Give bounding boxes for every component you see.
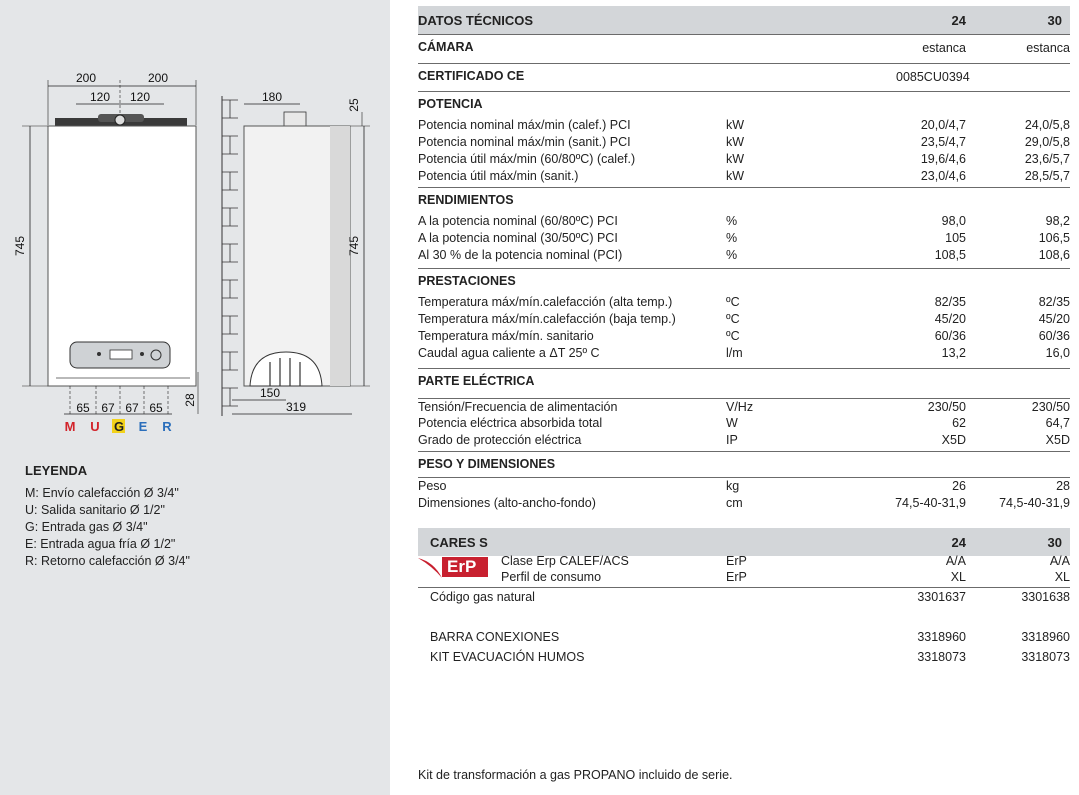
conn-letter-u: U — [90, 419, 100, 434]
dim-200-left: 200 — [75, 71, 97, 85]
row-v30: 82/35 — [1038, 295, 1070, 309]
row-label: Potencia eléctrica absorbida total — [418, 416, 603, 430]
row-unit: ºC — [726, 312, 740, 326]
peso-title: PESO Y DIMENSIONES — [418, 457, 556, 471]
row-unit: ErP — [726, 570, 747, 584]
table-row — [418, 311, 1070, 328]
row-label: Tensión/Frecuencia de alimentación — [418, 400, 618, 414]
row-v24: 3318073 — [917, 650, 966, 664]
dim-200-right: 200 — [147, 71, 169, 85]
legend-item: R: Retorno calefacción Ø 3/4" — [25, 554, 190, 568]
tech-header-title: DATOS TÉCNICOS — [418, 13, 534, 28]
section-potencia — [418, 91, 1070, 118]
row-label: Perfil de consumo — [501, 570, 602, 584]
row-v24: XL — [950, 570, 966, 584]
row-v30: 28,5/5,7 — [1024, 169, 1070, 183]
row-v30: 106,5 — [1038, 231, 1070, 245]
table-row — [418, 117, 1070, 134]
row-label: BARRA CONEXIONES — [430, 630, 560, 644]
dim-67-right: 67 — [125, 401, 139, 415]
table-row — [418, 415, 1070, 432]
row-unit: kW — [726, 152, 745, 166]
row-unit: kW — [726, 169, 745, 183]
electrica-title: PARTE ELÉCTRICA — [418, 374, 535, 388]
table-row — [418, 213, 1070, 230]
row-v24: 62 — [952, 416, 966, 430]
technical-data-panel — [390, 0, 1079, 795]
row-v30: 23,6/5,7 — [1024, 152, 1070, 166]
row-label: A la potencia nominal (60/80ºC) PCI — [418, 214, 618, 228]
row-v24: 105 — [945, 231, 966, 245]
row-v24: 3301637 — [917, 590, 966, 604]
row-label: Potencia nominal máx/min (calef.) PCI — [418, 118, 631, 132]
row-v24: 19,6/4,6 — [920, 152, 966, 166]
row-v24: 108,5 — [934, 248, 966, 262]
row-v30: 74,5-40-31,9 — [999, 496, 1070, 510]
potencia-title: POTENCIA — [418, 97, 483, 111]
row-v30: 45/20 — [1038, 312, 1070, 326]
tech-header — [418, 6, 1070, 34]
section-peso-dimensiones — [418, 451, 1070, 478]
row-label: Temperatura máx/mín. sanitario — [418, 329, 594, 343]
row-v24: 26 — [952, 479, 966, 493]
row-v30: 28 — [1056, 479, 1070, 493]
camara-v30: estanca — [1026, 41, 1070, 55]
table-row — [418, 569, 1070, 586]
row-v30: 64,7 — [1045, 416, 1070, 430]
table-row — [418, 587, 1070, 606]
row-label: Peso — [418, 479, 447, 493]
footer-note: Kit de transformación a gas PROPANO incluido de serie. — [418, 768, 733, 782]
dim-120-right: 120 — [129, 90, 151, 104]
row-label: Clase Erp CALEF/ACS — [501, 554, 629, 568]
legend-item: U: Salida sanitario Ø 1/2" — [25, 503, 165, 517]
dim-745-side: 745 — [347, 235, 361, 257]
table-row — [418, 294, 1070, 311]
row-label: Grado de protección eléctrica — [418, 433, 582, 447]
dim-180: 180 — [261, 90, 283, 104]
ce-title: CERTIFICADO CE — [418, 69, 525, 83]
row-v24: 23,0/4,6 — [920, 169, 966, 183]
section-certificado-ce — [418, 63, 1070, 92]
row-label: Temperatura máx/mín.calefacción (alta temp.) — [418, 295, 673, 309]
side-view — [222, 90, 370, 416]
table-row — [418, 649, 1070, 666]
dim-65-right: 65 — [149, 401, 163, 415]
conn-letter-m: M — [64, 419, 76, 434]
row-v30: 16,0 — [1045, 346, 1070, 360]
dim-67-left: 67 — [101, 401, 115, 415]
row-label: Potencia útil máx/min (sanit.) — [418, 169, 579, 183]
table-row — [418, 398, 1070, 416]
tech-header-col24: 24 — [951, 13, 966, 28]
cares-header — [418, 528, 1070, 556]
row-v24: X5D — [941, 433, 966, 447]
row-label: Potencia útil máx/min (60/80ºC) (calef.) — [418, 152, 636, 166]
row-unit: IP — [726, 433, 738, 447]
cares-header-title: CARES S — [430, 535, 488, 550]
table-row — [418, 151, 1070, 168]
row-unit: l/m — [726, 346, 743, 360]
row-unit: V/Hz — [726, 400, 754, 414]
cares-header-col24: 24 — [951, 535, 966, 550]
table-row — [418, 477, 1070, 495]
conn-letter-r: R — [162, 419, 172, 434]
tech-header-col30: 30 — [1047, 13, 1062, 28]
prestaciones-title: PRESTACIONES — [418, 274, 516, 288]
row-v30: 3318960 — [1021, 630, 1070, 644]
row-v30: 98,2 — [1045, 214, 1070, 228]
table-row — [418, 345, 1070, 362]
left-panel — [0, 0, 390, 795]
front-view — [13, 71, 198, 434]
dim-150: 150 — [259, 386, 281, 400]
row-label: Potencia nominal máx/min (sanit.) PCI — [418, 135, 631, 149]
row-unit: kW — [726, 118, 745, 132]
row-v30: 29,0/5,8 — [1024, 135, 1070, 149]
row-label: Caudal agua caliente a ΔT 25º C — [418, 346, 600, 360]
cares-header-col30: 30 — [1047, 535, 1062, 550]
conn-letter-g: G — [113, 419, 125, 434]
row-unit: W — [726, 416, 738, 430]
row-v24: 230/50 — [927, 400, 966, 414]
dim-28: 28 — [183, 393, 197, 407]
row-v30: 3318073 — [1021, 650, 1070, 664]
table-row — [418, 134, 1070, 151]
boiler-dimension-diagram — [0, 0, 390, 450]
row-v24: 60/36 — [934, 329, 966, 343]
legend-item: M: Envío calefacción Ø 3/4" — [25, 486, 179, 500]
section-parte-electrica — [418, 368, 1070, 399]
dim-745-front: 745 — [13, 235, 27, 257]
row-unit: cm — [726, 496, 743, 510]
conn-letter-e: E — [138, 419, 148, 434]
row-label: A la potencia nominal (30/50ºC) PCI — [418, 231, 618, 245]
dim-120-left: 120 — [89, 90, 111, 104]
row-v24: A/A — [945, 554, 966, 568]
table-row — [418, 553, 1070, 570]
dim-65-left: 65 — [76, 401, 90, 415]
rendimientos-title: RENDIMIENTOS — [418, 193, 514, 207]
row-v24: 45/20 — [934, 312, 966, 326]
row-v30: 24,0/5,8 — [1024, 118, 1070, 132]
row-unit: ºC — [726, 295, 740, 309]
row-unit: % — [726, 231, 738, 245]
row-label: Temperatura máx/mín.calefacción (baja temp.) — [418, 312, 676, 326]
row-unit: % — [726, 214, 738, 228]
legend-item: E: Entrada agua fría Ø 1/2" — [25, 537, 176, 551]
dim-25: 25 — [347, 98, 361, 112]
row-v30: XL — [1054, 570, 1070, 584]
row-v30: 3301638 — [1021, 590, 1070, 604]
row-unit: kg — [726, 479, 740, 493]
row-v24: 13,2 — [941, 346, 966, 360]
row-v24: 82/35 — [934, 295, 966, 309]
table-row — [418, 168, 1070, 185]
table-row — [418, 247, 1070, 264]
row-unit: % — [726, 248, 738, 262]
row-v24: 74,5-40-31,9 — [895, 496, 966, 510]
row-label: Al 30 % de la potencia nominal (PCI) — [418, 248, 623, 262]
camara-v24: estanca — [922, 41, 966, 55]
row-v24: 3318960 — [917, 630, 966, 644]
row-unit: ErP — [726, 554, 747, 568]
row-v30: 60/36 — [1038, 329, 1070, 343]
row-unit: ºC — [726, 329, 740, 343]
row-v24: 98,0 — [941, 214, 966, 228]
section-camara — [418, 34, 1070, 63]
legend-item: G: Entrada gas Ø 3/4" — [25, 520, 148, 534]
row-v30: 230/50 — [1031, 400, 1070, 414]
table-row — [418, 432, 1070, 449]
row-label: KIT EVACUACIÓN HUMOS — [430, 650, 585, 664]
table-row — [418, 495, 1070, 512]
dim-319: 319 — [285, 400, 307, 414]
row-v30: A/A — [1049, 554, 1070, 568]
row-v24: 20,0/4,7 — [920, 118, 966, 132]
row-v30: 108,6 — [1038, 248, 1070, 262]
row-v24: 23,5/4,7 — [920, 135, 966, 149]
table-row — [418, 629, 1070, 646]
section-rendimientos — [418, 187, 1070, 214]
row-v30: X5D — [1045, 433, 1070, 447]
camara-title: CÁMARA — [418, 40, 474, 54]
table-row — [418, 328, 1070, 345]
legend-title: LEYENDA — [25, 463, 88, 478]
row-unit: kW — [726, 135, 745, 149]
ce-value: 0085CU0394 — [896, 70, 970, 84]
row-label: Dimensiones (alto-ancho-fondo) — [418, 496, 596, 510]
row-label: Código gas natural — [430, 590, 535, 604]
table-row — [418, 230, 1070, 247]
section-prestaciones — [418, 268, 1070, 295]
erp-logo-text: ErP — [447, 557, 477, 576]
